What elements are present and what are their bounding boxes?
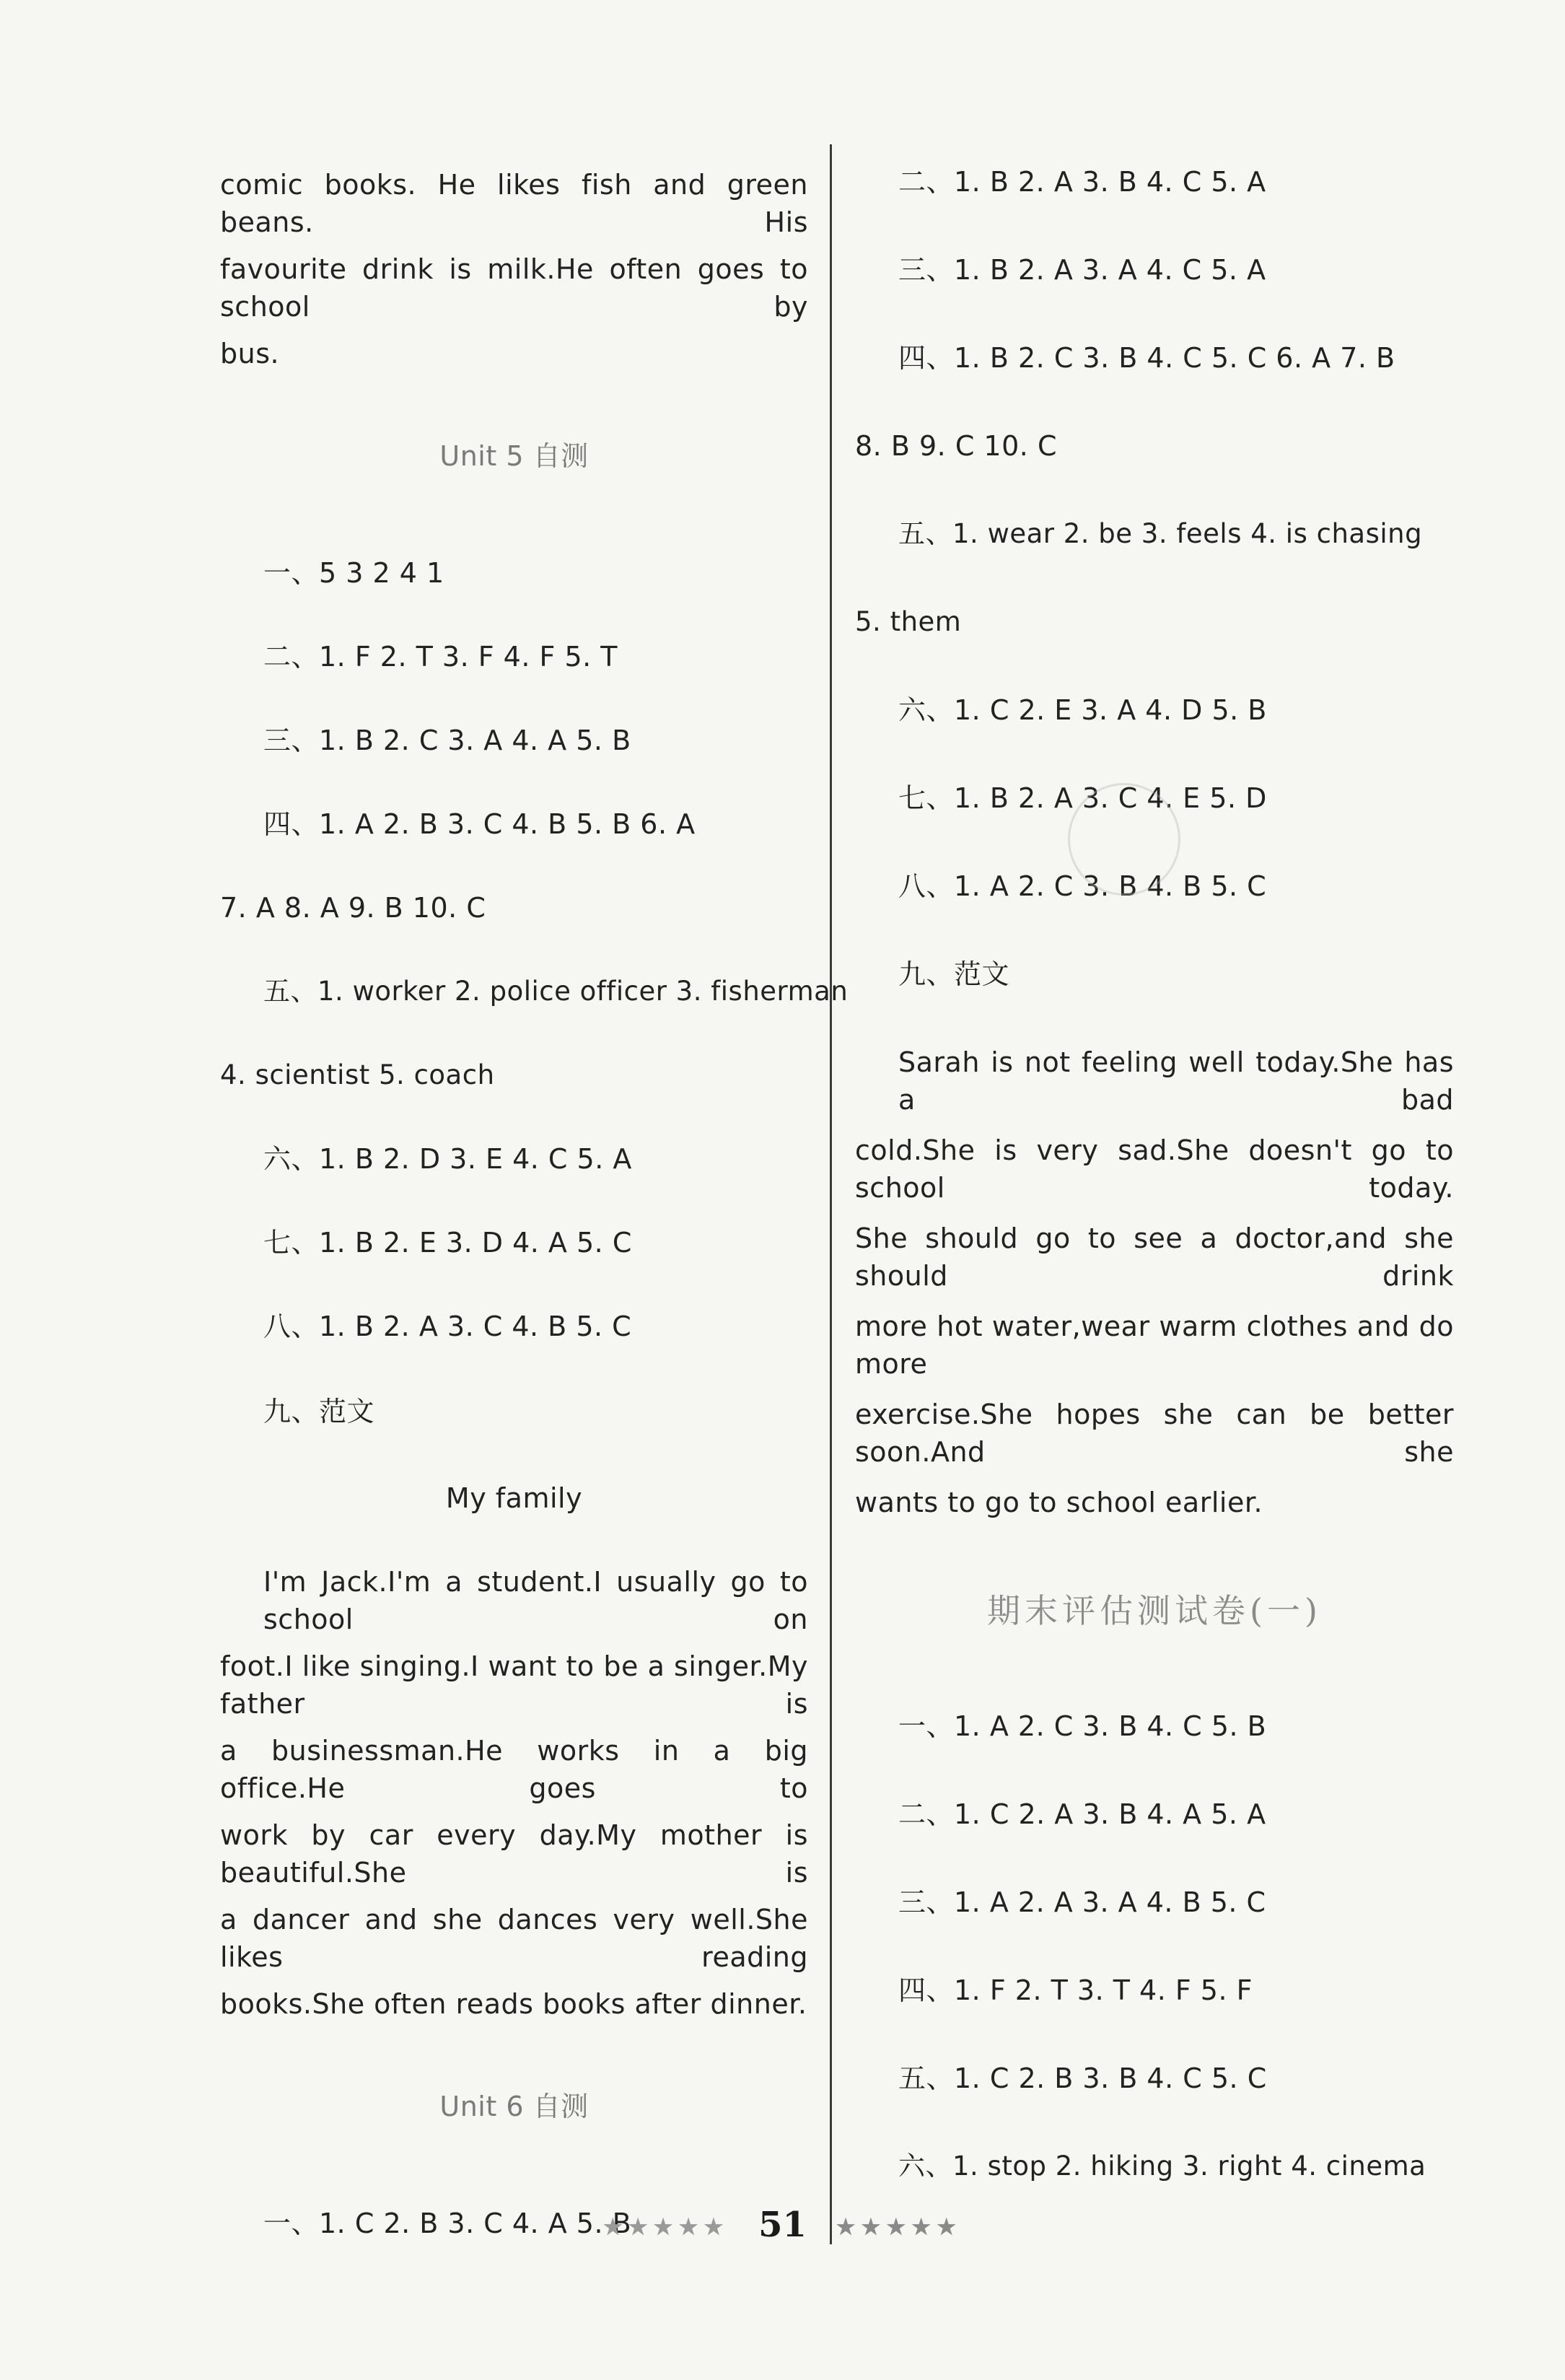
answer-line: 四、1. F 2. T 3. T 4. F 5. F [898, 1974, 1253, 2006]
essay-line: books.She often reads books after dinner. [220, 1988, 807, 2020]
star-decoration-icon: ★★★★★ [602, 2215, 729, 2240]
essay-title: My family [445, 1482, 583, 1514]
essay-line: Sarah is not feeling well today.She has a bad [898, 1046, 1454, 1116]
answer-line: 九、范文 [263, 1396, 375, 1427]
answer-line: 7. A 8. A 9. B 10. C [220, 892, 486, 924]
essay-line: exercise.She hopes she can be better soon.And she [855, 1399, 1454, 1468]
page-number: 51 [758, 2205, 807, 2245]
essay-line: a dancer and she dances very well.She likes reading [220, 1904, 808, 1973]
answer-line: 七、1. B 2. E 3. D 4. A 5. C [263, 1227, 632, 1259]
essay-line: cold.She is very sad.She doesn't go to school today. [855, 1134, 1454, 1204]
unit5-heading: Unit 5 自测 [439, 440, 589, 472]
text-line: comic books. He likes fish and green beans. His [220, 169, 808, 238]
answer-line: 二、1. B 2. A 3. B 4. C 5. A [898, 166, 1266, 198]
answer-line: 4. scientist 5. coach [220, 1059, 495, 1090]
answer-line: 六、1. C 2. E 3. A 4. D 5. B [898, 694, 1267, 726]
answer-line: 一、1. C 2. B 3. C 4. A 5. B [263, 2208, 632, 2239]
essay-line: more hot water,wear warm clothes and do more [855, 1311, 1454, 1380]
answer-line: 一、1. A 2. C 3. B 4. C 5. B [898, 1710, 1267, 1742]
answer-line: 六、1. stop 2. hiking 3. right 4. cinema [898, 2151, 1426, 2182]
text-line: favourite drink is milk.He often goes to school by [220, 253, 808, 323]
answer-line: 六、1. B 2. D 3. E 4. C 5. A [263, 1143, 632, 1175]
answer-line: 五、1. wear 2. be 3. feels 4. is chasing [898, 518, 1423, 549]
answer-line: 九、范文 [898, 958, 1010, 990]
final-exam-heading: 期末评估测试卷(一) [987, 1591, 1322, 1630]
answer-line: 一、5 3 2 4 1 [263, 557, 444, 589]
essay-line: wants to go to school earlier. [855, 1487, 1263, 1518]
answer-line: 四、1. B 2. C 3. B 4. C 5. C 6. A 7. B [898, 342, 1395, 374]
essay-line: I'm Jack.I'm a student.I usually go to school on [263, 1566, 808, 1635]
star-decoration-icon: ★★★★★ [836, 2215, 963, 2240]
column-divider [830, 144, 832, 2244]
answer-line: 5. them [855, 606, 962, 637]
answer-line: 三、1. B 2. C 3. A 4. A 5. B [263, 725, 631, 756]
answer-line: 八、1. B 2. A 3. C 4. B 5. C [263, 1311, 632, 1342]
answer-line: 8. B 9. C 10. C [855, 430, 1057, 462]
unit6-heading: Unit 6 自测 [439, 2091, 589, 2122]
essay-line: She should go to see a doctor,and she should drink [855, 1222, 1454, 1292]
text-line: bus. [220, 338, 280, 369]
page-footer [0, 2205, 1565, 2245]
answer-line: 五、1. C 2. B 3. B 4. C 5. C [898, 2062, 1267, 2094]
answer-line: 五、1. worker 2. police officer 3. fisherman [263, 976, 849, 1007]
answer-line: 三、1. A 2. A 3. A 4. B 5. C [898, 1886, 1266, 1918]
essay-line: foot.I like singing.I want to be a singer.My father is [220, 1650, 808, 1720]
essay-line: a businessman.He works in a big office.He goes to [220, 1735, 808, 1804]
answer-line: 二、1. F 2. T 3. F 4. F 5. T [263, 641, 618, 673]
essay-line: work by car every day.My mother is beautiful.She is [220, 1819, 808, 1889]
answer-line: 七、1. B 2. A 3. C 4. E 5. D [898, 782, 1267, 814]
answer-line: 二、1. C 2. A 3. B 4. A 5. A [898, 1798, 1266, 1830]
answer-line: 三、1. B 2. A 3. A 4. C 5. A [898, 254, 1266, 286]
answer-line: 八、1. A 2. C 3. B 4. B 5. C [898, 870, 1267, 902]
answer-line: 四、1. A 2. B 3. C 4. B 5. B 6. A [263, 808, 696, 840]
stamp-seal-icon [1068, 783, 1180, 896]
